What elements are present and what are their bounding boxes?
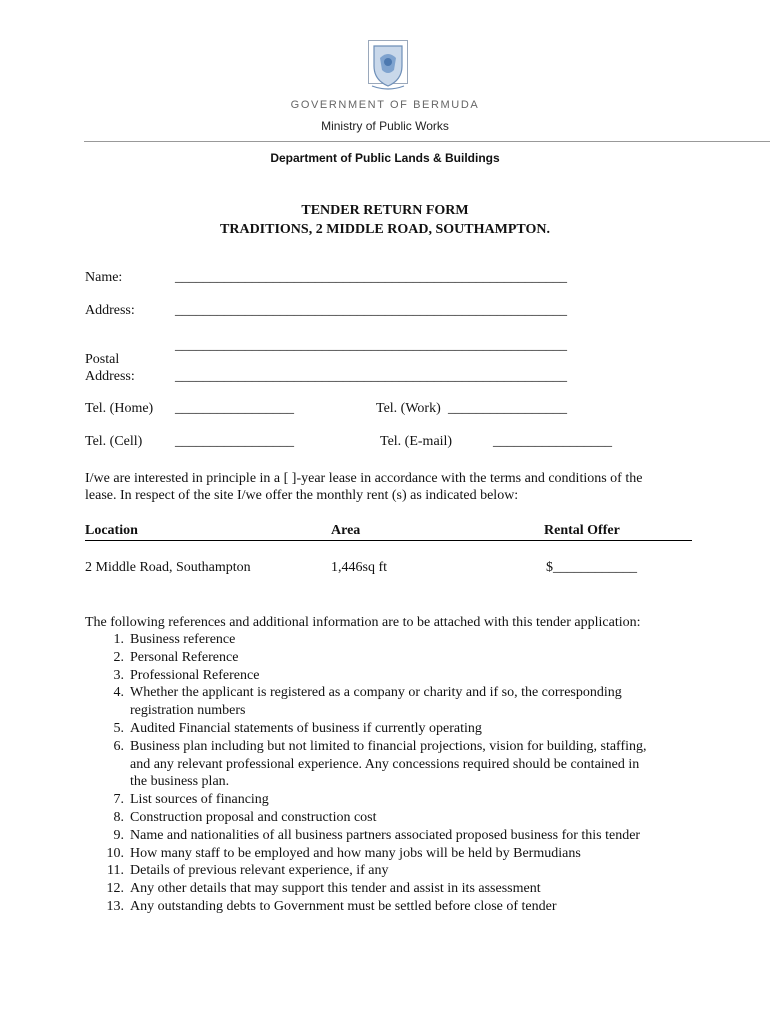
table-cell-rental-offer[interactable]: $____________ <box>546 560 637 575</box>
table-cell-area: 1,446sq ft <box>331 560 387 575</box>
list-item-number: 1. <box>113 632 124 647</box>
list-item-text: the business plan. <box>130 774 230 790</box>
list-item-text: Any outstanding debts to Government must be settled before close of tender <box>130 898 557 914</box>
address-field-line-2[interactable]: ________________________________________________________ <box>175 338 567 353</box>
intro-line-1: I/we are interested in principle in a [ ]-year lease in accordance with the terms and conditions of the <box>85 471 643 486</box>
address-label: Address: <box>85 303 135 318</box>
list-item-number: 12. <box>106 881 124 897</box>
list-item-text: List sources of financing <box>130 792 269 808</box>
list-item <box>85 631 695 649</box>
list-item-text: Professional Reference <box>130 667 260 683</box>
table-header-area: Area <box>331 523 361 538</box>
list-item-number: 5. <box>113 720 124 736</box>
list-item <box>85 684 695 720</box>
list-item-number: 13. <box>106 898 124 914</box>
name-field[interactable]: ________________________________________________________ <box>175 270 567 285</box>
list-item-number: 9. <box>113 827 124 843</box>
list-item <box>85 791 695 809</box>
list-item <box>85 862 695 880</box>
table-header-divider <box>85 540 692 541</box>
name-label: Name: <box>85 270 123 285</box>
table-header-rental-offer: Rental Offer <box>544 523 620 538</box>
ministry-name: Ministry of Public Works <box>321 119 449 133</box>
list-item-number: 10. <box>106 845 124 861</box>
list-item <box>85 720 695 738</box>
list-item-number: 4. <box>113 685 124 701</box>
list-item-text: Name and nationalities of all business partners associated proposed business for this tender <box>130 827 641 843</box>
list-item-text: registration numbers <box>130 703 246 719</box>
form-title: TENDER RETURN FORM <box>301 203 469 218</box>
list-item-text: Business plan including but not limited to financial projections, vision for building, staffing, <box>130 738 647 754</box>
list-item <box>85 738 695 791</box>
list-item <box>85 809 695 827</box>
list-item-number: 6. <box>113 738 124 754</box>
list-item-text: and any relevant professional experience. Any concessions required should be contained in <box>130 756 640 772</box>
list-item-number: 7. <box>113 792 124 808</box>
tel-home-label: Tel. (Home) <box>85 401 154 416</box>
tel-work-label: Tel. (Work) <box>376 401 441 416</box>
header-divider <box>84 141 770 142</box>
form-subtitle: TRADITIONS, 2 MIDDLE ROAD, SOUTHAMPTON. <box>220 222 550 237</box>
list-item <box>85 649 695 667</box>
list-item-text: How many staff to be employed and how many jobs will be held by Bermudians <box>130 845 581 861</box>
list-item <box>85 667 695 685</box>
department-name: Department of Public Lands & Buildings <box>270 151 500 165</box>
references-list <box>85 631 695 916</box>
tel-cell-label: Tel. (Cell) <box>85 434 143 449</box>
intro-line-2: lease. In respect of the site I/we offer the monthly rent (s) as indicated below: <box>85 488 519 503</box>
list-item-text: Personal Reference <box>130 649 239 665</box>
tel-email-field[interactable]: _________________ <box>493 434 612 449</box>
list-item-number: 3. <box>113 667 124 683</box>
list-item-number: 2. <box>113 649 124 665</box>
list-item-text: Whether the applicant is registered as a company or charity and if so, the corresponding <box>130 685 622 701</box>
list-item <box>85 827 695 845</box>
bermuda-coat-of-arms-icon <box>368 40 408 92</box>
postal-address-field[interactable]: ________________________________________________________ <box>175 369 567 384</box>
postal-address-label-2: Address: <box>85 369 135 384</box>
address-field-line-1[interactable]: ________________________________________________________ <box>175 303 567 318</box>
list-item-text: Construction proposal and construction cost <box>130 809 377 825</box>
government-name: GOVERNMENT OF BERMUDA <box>290 99 480 111</box>
table-header-location: Location <box>85 523 138 538</box>
list-item <box>85 845 695 863</box>
list-item-text: Any other details that may support this tender and assist in its assessment <box>130 881 541 897</box>
list-item <box>85 880 695 898</box>
tel-work-field[interactable]: _________________ <box>448 401 567 416</box>
tel-cell-field[interactable]: _________________ <box>175 434 294 449</box>
table-cell-location: 2 Middle Road, Southampton <box>85 560 251 575</box>
tel-email-label: Tel. (E-mail) <box>380 434 453 449</box>
tel-home-field[interactable]: _________________ <box>175 401 294 416</box>
postal-address-label-1: Postal <box>85 352 120 367</box>
list-item-number: 8. <box>113 809 124 825</box>
list-item-text: Details of previous relevant experience, if any <box>130 863 389 879</box>
list-item-text: Audited Financial statements of business if currently operating <box>130 720 482 736</box>
references-intro: The following references and additional information are to be attached with this tender application: <box>85 615 641 630</box>
list-item <box>85 898 695 916</box>
list-item-text: Business reference <box>130 632 236 647</box>
list-item-number: 11. <box>107 863 124 879</box>
